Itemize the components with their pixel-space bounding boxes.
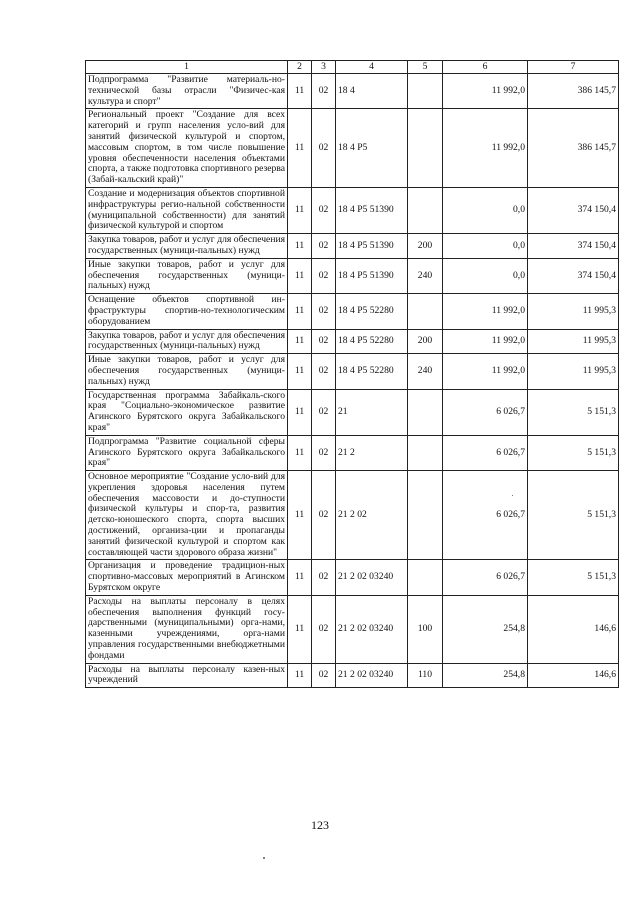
expense-type-cell: 240 bbox=[408, 258, 443, 293]
table-body bbox=[86, 74, 619, 688]
row-name-cell: Иные закупки товаров, работ и услуг для обеспечения государственных (муници-пальных) нужд bbox=[86, 258, 288, 293]
table-row bbox=[86, 234, 619, 259]
table-row bbox=[86, 389, 619, 435]
subsection-code-cell: 02 bbox=[312, 595, 336, 663]
subsection-code-cell: 02 bbox=[312, 471, 336, 560]
table-row bbox=[86, 595, 619, 663]
subsection-code-cell: 02 bbox=[312, 258, 336, 293]
amount-col6-cell: 11 992,0 bbox=[443, 109, 528, 188]
table-row bbox=[86, 258, 619, 293]
row-name-cell: Расходы на выплаты персоналу казен-ных учреждений bbox=[86, 663, 288, 688]
row-name-cell: Основное мероприятие "Создание усло-вий для укрепления здоровья населения путем обеспечения массовости и до-ступности физической культуры и спор-та, развития детско-юношеского спорта, спорта высших достижений, организа-ции и пропаганды занятий физической культурой и спортом как составляющей части здорового образа жизни" bbox=[86, 471, 288, 560]
amount-col7-cell: 11 995,3 bbox=[528, 354, 619, 389]
section-code-cell: 11 bbox=[288, 329, 312, 354]
amount-col7-cell: 5 151,3 bbox=[528, 435, 619, 470]
expense-type-cell bbox=[408, 560, 443, 595]
table-row bbox=[86, 294, 619, 329]
amount-col7-cell: 5 151,3 bbox=[528, 560, 619, 595]
amount-col7-cell: 5 151,3 bbox=[528, 471, 619, 560]
budget-table bbox=[85, 60, 619, 688]
amount-col6-cell: 6 026,7 bbox=[443, 435, 528, 470]
section-code-cell: 11 bbox=[288, 595, 312, 663]
amount-col6-cell: 11 992,0 bbox=[443, 294, 528, 329]
amount-col7-cell: 146,6 bbox=[528, 595, 619, 663]
subsection-code-cell: 02 bbox=[312, 234, 336, 259]
row-name-cell: Подпрограмма "Развитие социальной сферы Агинского Бурятского округа Забайкальского края" bbox=[86, 435, 288, 470]
subsection-code-cell: 02 bbox=[312, 435, 336, 470]
amount-col7-cell: 11 995,3 bbox=[528, 294, 619, 329]
target-article-cell: 18 4 P5 bbox=[336, 109, 408, 188]
target-article-cell: 21 2 bbox=[336, 435, 408, 470]
amount-col6-cell: 6 026,7 bbox=[443, 389, 528, 435]
amount-col6-cell: 6 026,7 bbox=[443, 471, 528, 560]
section-code-cell: 11 bbox=[288, 294, 312, 329]
subsection-code-cell: 02 bbox=[312, 74, 336, 109]
scan-speck bbox=[263, 857, 265, 859]
target-article-cell: 18 4 P5 51390 bbox=[336, 234, 408, 259]
section-code-cell: 11 bbox=[288, 471, 312, 560]
table-row bbox=[86, 560, 619, 595]
table-header-row bbox=[86, 61, 619, 74]
expense-type-cell: 110 bbox=[408, 663, 443, 688]
target-article-cell: 18 4 P5 51390 bbox=[336, 187, 408, 233]
section-code-cell: 11 bbox=[288, 560, 312, 595]
amount-col6-cell: 11 992,0 bbox=[443, 354, 528, 389]
column-header-5: 5 bbox=[408, 61, 443, 74]
amount-col6-cell: 6 026,7 bbox=[443, 560, 528, 595]
subsection-code-cell: 02 bbox=[312, 663, 336, 688]
subsection-code-cell: 02 bbox=[312, 329, 336, 354]
target-article-cell: 21 2 02 bbox=[336, 471, 408, 560]
section-code-cell: 11 bbox=[288, 234, 312, 259]
column-header-7: 7 bbox=[528, 61, 619, 74]
amount-col7-cell: 146,6 bbox=[528, 663, 619, 688]
expense-type-cell: 200 bbox=[408, 234, 443, 259]
table-row bbox=[86, 109, 619, 188]
row-name-cell: Иные закупки товаров, работ и услуг для обеспечения государственных (муници-пальных) нужд bbox=[86, 354, 288, 389]
table-row bbox=[86, 471, 619, 560]
expense-type-cell: 100 bbox=[408, 595, 443, 663]
page-number: 123 bbox=[311, 818, 329, 832]
column-header-3: 3 bbox=[312, 61, 336, 74]
target-article-cell: 18 4 P5 51390 bbox=[336, 258, 408, 293]
expense-type-cell bbox=[408, 74, 443, 109]
target-article-cell: 18 4 P5 52280 bbox=[336, 294, 408, 329]
section-code-cell: 11 bbox=[288, 663, 312, 688]
amount-col7-cell: 11 995,3 bbox=[528, 329, 619, 354]
target-article-cell: 21 bbox=[336, 389, 408, 435]
section-code-cell: 11 bbox=[288, 74, 312, 109]
expense-type-cell: 240 bbox=[408, 354, 443, 389]
column-header-2: 2 bbox=[288, 61, 312, 74]
subsection-code-cell: 02 bbox=[312, 389, 336, 435]
row-name-cell: Закупка товаров, работ и услуг для обеспечения государственных (муници-пальных) нужд bbox=[86, 234, 288, 259]
expense-type-cell bbox=[408, 435, 443, 470]
row-name-cell: Оснащение объектов спортивной ин-фраструктуры спортив-но-технологическим оборудованием bbox=[86, 294, 288, 329]
amount-col6-cell: 254,8 bbox=[443, 663, 528, 688]
section-code-cell: 11 bbox=[288, 435, 312, 470]
section-code-cell: 11 bbox=[288, 354, 312, 389]
target-article-cell: 21 2 02 03240 bbox=[336, 560, 408, 595]
column-header-6: 6 bbox=[443, 61, 528, 74]
table-row bbox=[86, 663, 619, 688]
subsection-code-cell: 02 bbox=[312, 294, 336, 329]
amount-col7-cell: 386 145,7 bbox=[528, 74, 619, 109]
target-article-cell: 18 4 P5 52280 bbox=[336, 354, 408, 389]
amount-col6-cell: 11 992,0 bbox=[443, 74, 528, 109]
table-row bbox=[86, 435, 619, 470]
amount-col6-cell: 0,0 bbox=[443, 234, 528, 259]
row-name-cell: Расходы на выплаты персоналу в целях обеспечения выполнения функций госу-дарственными (муниципальными) орга-нами, казенными учреждениями, орга-нами управления государственными внебюджетными фондами bbox=[86, 595, 288, 663]
amount-col6-cell: 11 992,0 bbox=[443, 329, 528, 354]
amount-col6-cell: 0,0 bbox=[443, 187, 528, 233]
row-name-cell: Государственная программа Забайкаль-ского края "Социально-экономическое развитие Агинского Бурятского округа Забайкальского края" bbox=[86, 389, 288, 435]
amount-col7-cell: 5 151,3 bbox=[528, 389, 619, 435]
scan-speck bbox=[512, 495, 513, 496]
amount-col6-cell: 0,0 bbox=[443, 258, 528, 293]
table-row bbox=[86, 74, 619, 109]
amount-col7-cell: 374 150,4 bbox=[528, 234, 619, 259]
expense-type-cell: 200 bbox=[408, 329, 443, 354]
row-name-cell: Создание и модернизация объектов спортивной инфраструктуры регио-нальной собственности (муниципальной собственности) для занятий физической культурой и спортом bbox=[86, 187, 288, 233]
subsection-code-cell: 02 bbox=[312, 187, 336, 233]
amount-col7-cell: 374 150,4 bbox=[528, 258, 619, 293]
section-code-cell: 11 bbox=[288, 187, 312, 233]
table-row bbox=[86, 329, 619, 354]
table-row bbox=[86, 187, 619, 233]
section-code-cell: 11 bbox=[288, 258, 312, 293]
row-name-cell: Закупка товаров, работ и услуг для обеспечения государственных (муници-пальных) нужд bbox=[86, 329, 288, 354]
subsection-code-cell: 02 bbox=[312, 354, 336, 389]
expense-type-cell bbox=[408, 187, 443, 233]
subsection-code-cell: 02 bbox=[312, 560, 336, 595]
column-header-1: 1 bbox=[86, 61, 288, 74]
row-name-cell: Организация и проведение традицион-ных спортивно-массовых мероприятий в Агинском Бурятском округе bbox=[86, 560, 288, 595]
expense-type-cell bbox=[408, 294, 443, 329]
target-article-cell: 18 4 P5 52280 bbox=[336, 329, 408, 354]
column-header-4: 4 bbox=[336, 61, 408, 74]
target-article-cell: 21 2 02 03240 bbox=[336, 595, 408, 663]
target-article-cell: 21 2 02 03240 bbox=[336, 663, 408, 688]
amount-col6-cell: 254,8 bbox=[443, 595, 528, 663]
amount-col7-cell: 374 150,4 bbox=[528, 187, 619, 233]
row-name-cell: Подпрограмма "Развитие материаль-но-технической базы отрасли "Физичес-кая культура и спорт" bbox=[86, 74, 288, 109]
section-code-cell: 11 bbox=[288, 109, 312, 188]
row-name-cell: Региональный проект "Создание для всех категорий и групп населения усло-вий для занятий физической культурой и спортом, массовым спортом, в том числе повышение уровня обеспеченности населения объектами спорта, а также подготовка спортивного резерва (Забай-кальский край)" bbox=[86, 109, 288, 188]
expense-type-cell bbox=[408, 109, 443, 188]
expense-type-cell bbox=[408, 389, 443, 435]
subsection-code-cell: 02 bbox=[312, 109, 336, 188]
target-article-cell: 18 4 bbox=[336, 74, 408, 109]
table-row bbox=[86, 354, 619, 389]
section-code-cell: 11 bbox=[288, 389, 312, 435]
amount-col7-cell: 386 145,7 bbox=[528, 109, 619, 188]
expense-type-cell bbox=[408, 471, 443, 560]
